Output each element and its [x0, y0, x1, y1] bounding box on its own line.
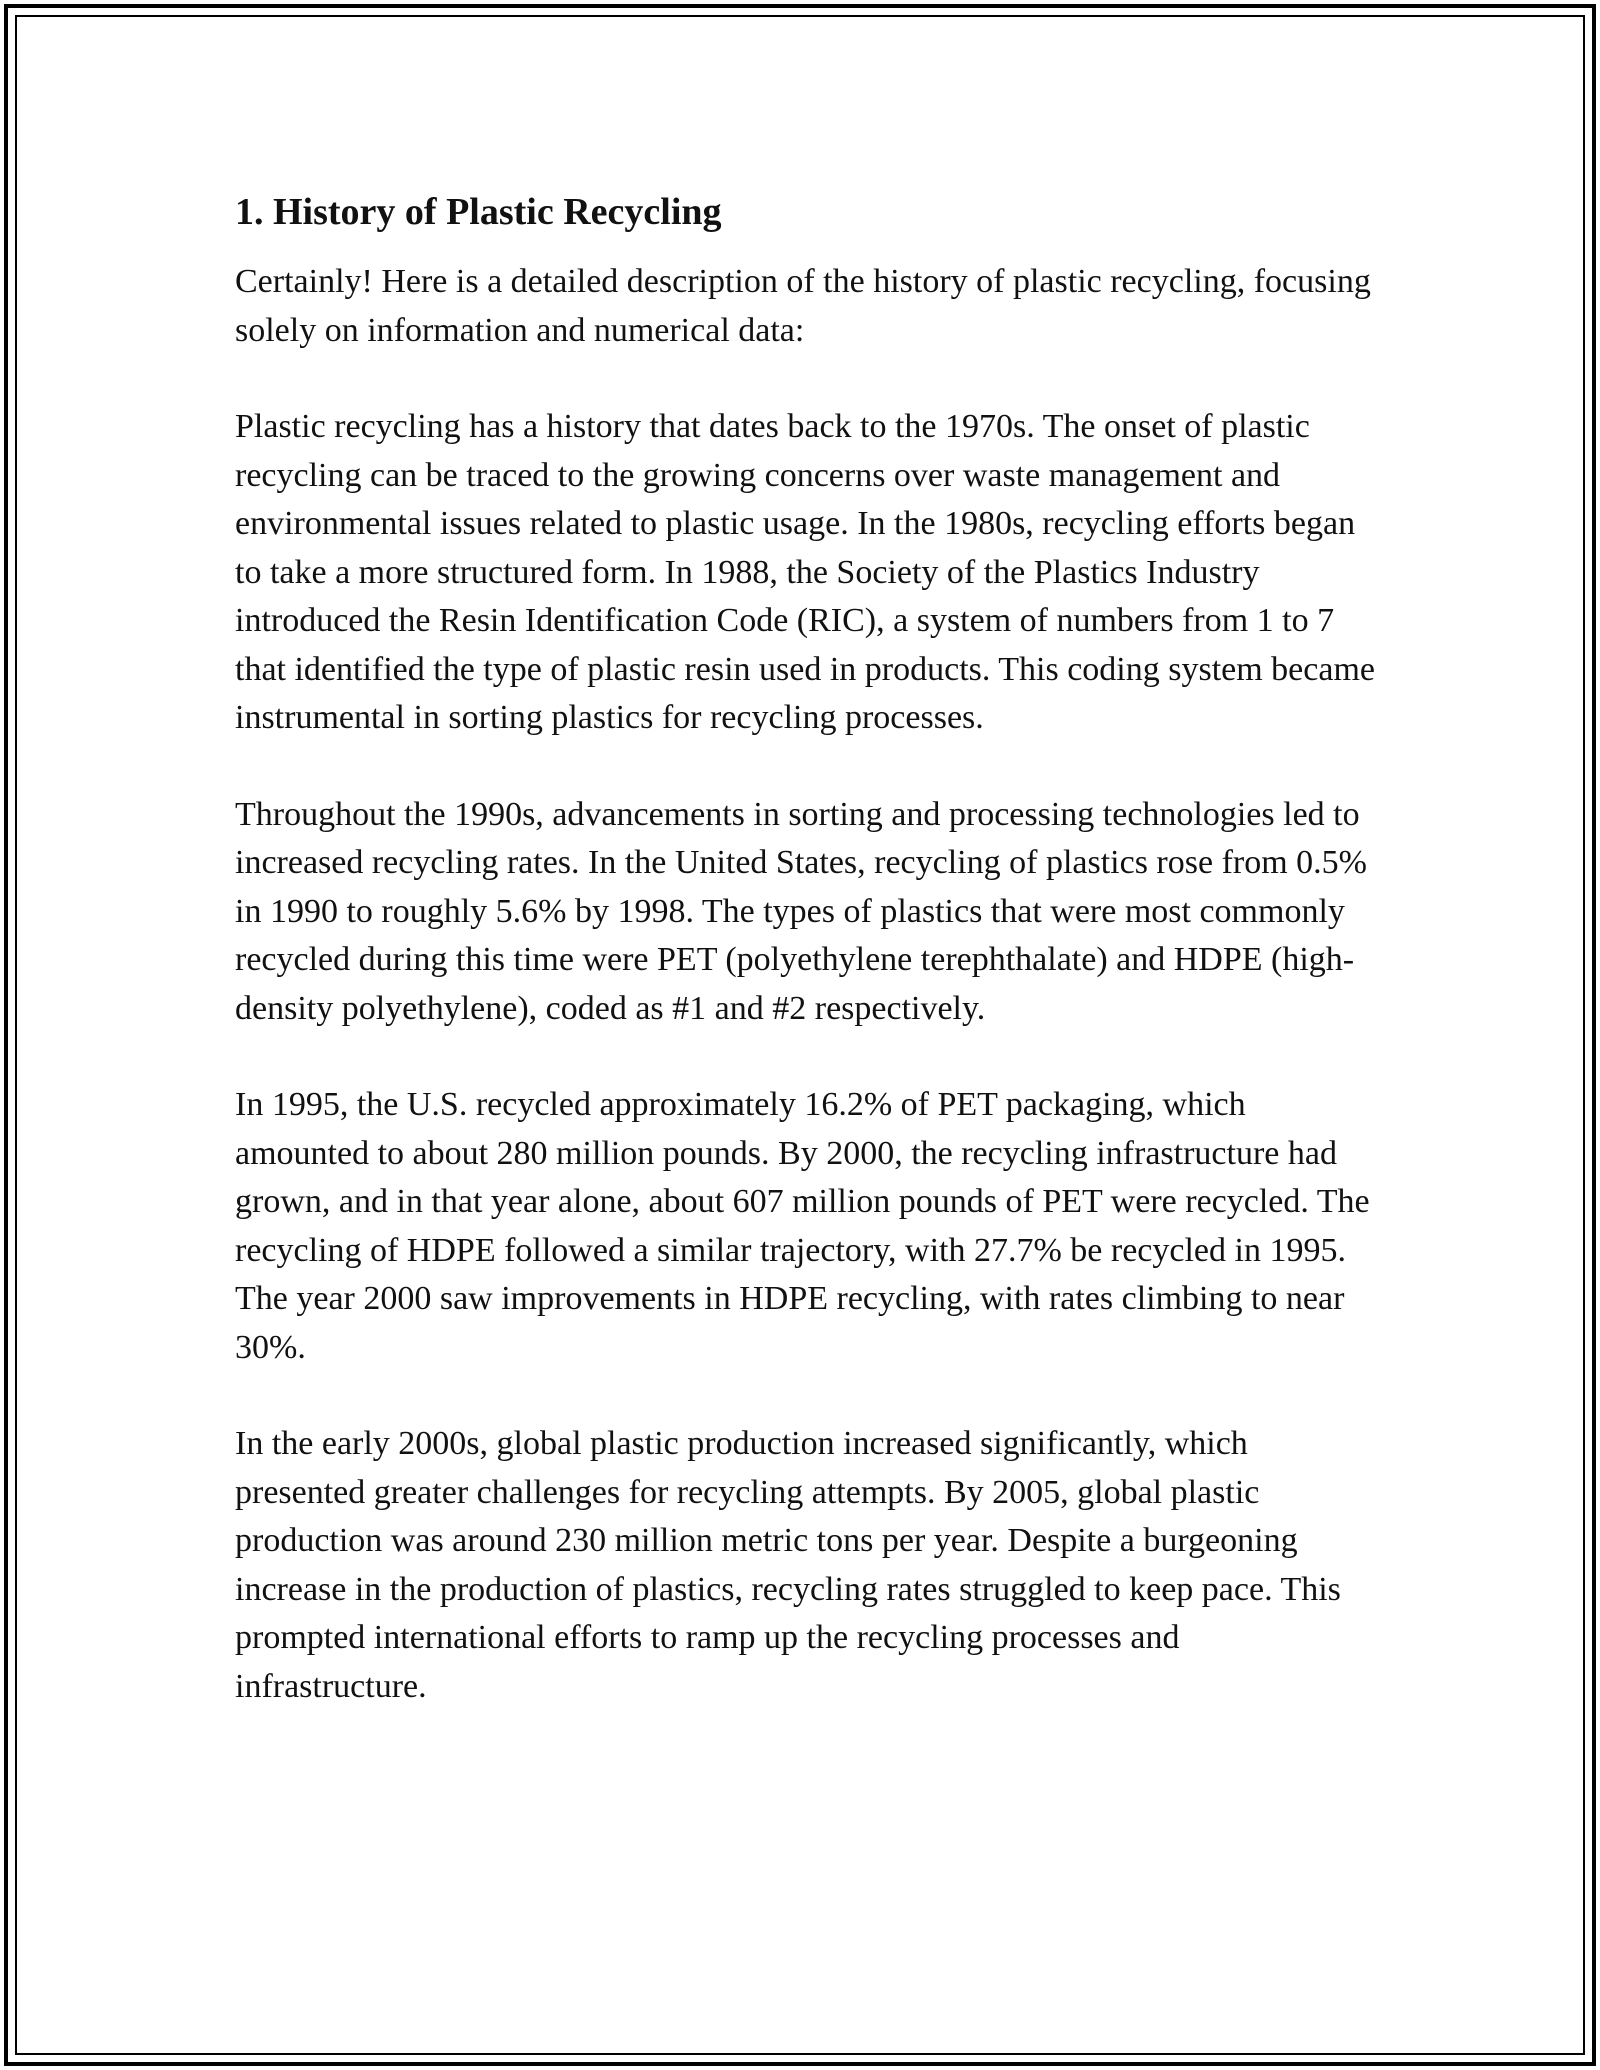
paragraph-early-2000s: In the early 2000s, global plastic production increased significantly, which presented greater challenges for recycling attempts. By 2005, global plastic production was around 230 million metric tons per year. Despite a burgeoning increase in the production of plastics, recycling rates struggled to keep pace. This prompted international efforts to ramp up the recycling processes and infrastructure. [235, 1425, 1341, 1705]
paragraph-1970s-1980s: Plastic recycling has a history that dates back to the 1970s. The onset of plastic recycling can be traced to the growing concerns over waste management and environmental issues related to plastic usage. In the 1980s, recycling efforts began to take a more structured form. In 1988, the Society of the Plastics Industry introduced the Resin Identification Code (RIC), a system of numbers from 1 to 7 that identified the type of plastic resin used in products. This coding system became instrumental in sorting plastics for recycling processes. [235, 408, 1375, 736]
document-body [235, 186, 1375, 1759]
intro-paragraph: Certainly! Here is a detailed description of the history of plastic recycling, focusing solely on information and numerical data: [235, 263, 1371, 349]
paragraph-1995-2000: In 1995, the U.S. recycled approximately 16.2% of PET packaging, which amounted to about 280 million pounds. By 2000, the recycling infrastructure had grown, and in that year alone, about 607 million pounds of PET were recycled. The recycling of HDPE followed a similar trajectory, with 27.7% be recycled in 1995. The year 2000 saw improvements in HDPE recycling, with rates climbing to near 30%. [235, 1086, 1370, 1366]
paragraph-1990s: Throughout the 1990s, advancements in sorting and processing technologies led to increased recycling rates. In the United States, recycling of plastics rose from 0.5% in 1990 to roughly 5.6% by 1998. The types of plastics that were most commonly recycled during this time were PET (polyethylene terephthalate) and HDPE (high-density polyethylene), coded as #1 and #2 respectively. [235, 795, 1367, 1027]
section-heading: 1. History of Plastic Recycling [235, 191, 722, 233]
